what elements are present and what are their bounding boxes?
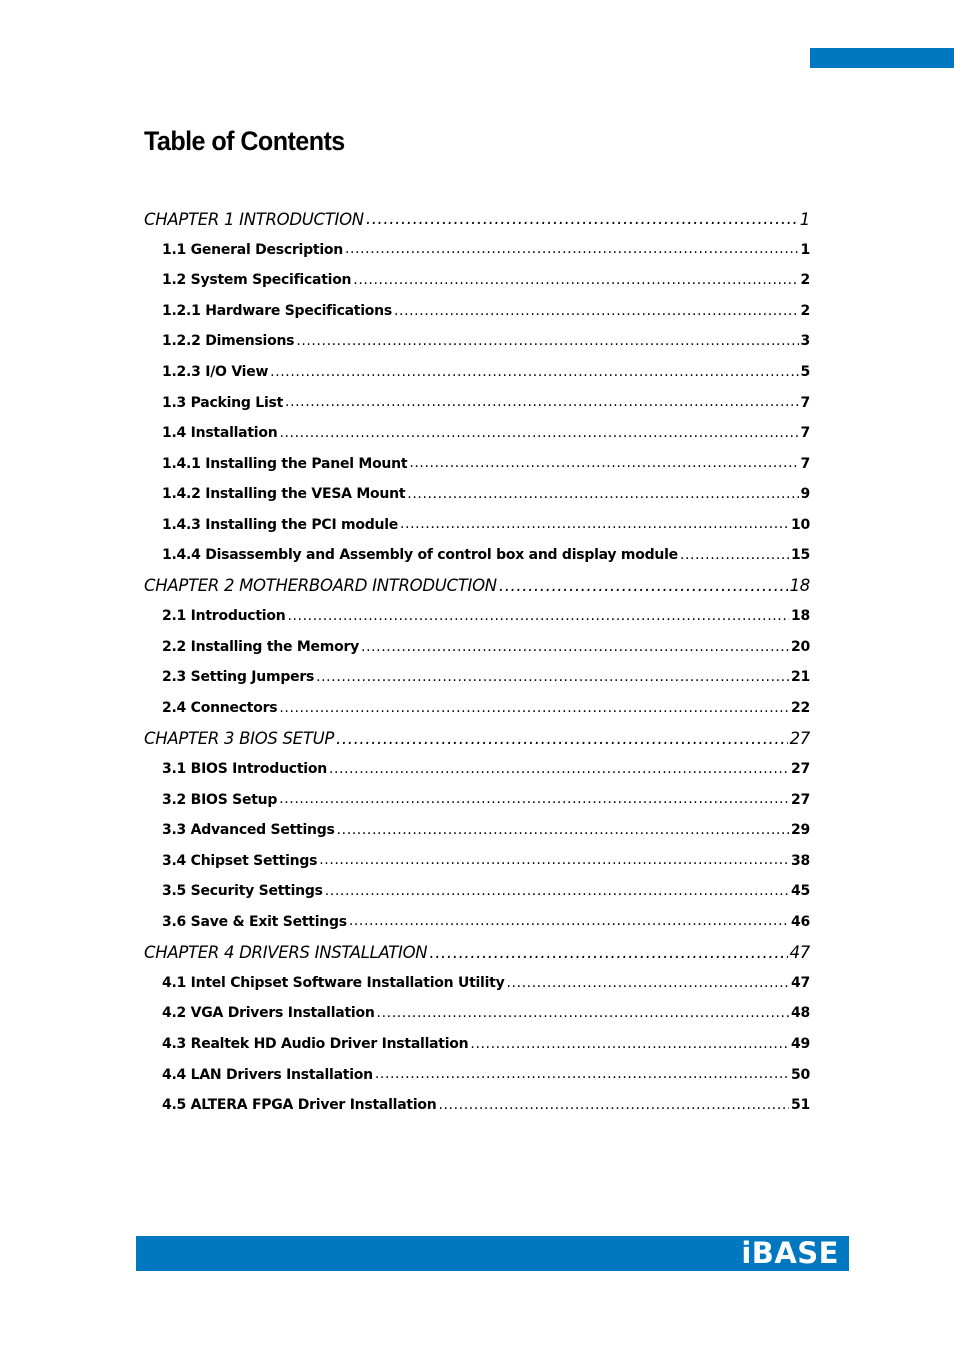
toc-section-entry[interactable] bbox=[144, 1090, 810, 1121]
toc-page-number: 46 bbox=[791, 913, 810, 930]
toc-section-entry[interactable] bbox=[144, 907, 810, 938]
toc-page-number: 1 bbox=[800, 241, 810, 258]
toc-entry-label: 3.1 BIOS Introduction bbox=[162, 761, 327, 778]
corner-accent-bar bbox=[810, 48, 954, 68]
toc-section-entry[interactable] bbox=[144, 265, 810, 296]
toc-page-number: 2 bbox=[800, 302, 810, 319]
toc-page-number: 51 bbox=[791, 1097, 810, 1114]
toc-dot-leader bbox=[366, 209, 798, 229]
toc-page-number: 27 bbox=[791, 761, 810, 778]
toc-section-entry[interactable] bbox=[144, 387, 810, 418]
toc-entry-label: 1.4.3 Installing the PCI module bbox=[162, 516, 399, 533]
toc-entry-label: CHAPTER 2 MOTHERBOARD INTRODUCTION bbox=[144, 576, 497, 596]
toc-dot-leader bbox=[336, 729, 788, 749]
toc-section-entry[interactable] bbox=[144, 296, 810, 327]
toc-page-number: 45 bbox=[791, 883, 810, 900]
toc-page-number: 1 bbox=[799, 209, 810, 229]
toc-dot-leader bbox=[377, 1005, 789, 1022]
toc-entry-label: 3.4 Chipset Settings bbox=[162, 852, 318, 869]
ibase-logo: iBASE bbox=[741, 1236, 839, 1270]
toc-entry-label: 3.3 Advanced Settings bbox=[162, 822, 335, 839]
toc-dot-leader bbox=[285, 394, 798, 411]
toc-chapter-entry[interactable] bbox=[144, 723, 810, 754]
toc-page-number: 21 bbox=[791, 669, 810, 686]
toc-entry-label: 1.2 System Specification bbox=[162, 272, 352, 289]
toc-entry-label: 1.1 General Description bbox=[162, 241, 343, 258]
toc-section-entry[interactable] bbox=[144, 326, 810, 357]
toc-entry-label: 1.2.2 Dimensions bbox=[162, 333, 295, 350]
toc-page-number: 2 bbox=[800, 272, 810, 289]
toc-section-entry[interactable] bbox=[144, 540, 810, 571]
toc-dot-leader bbox=[438, 1097, 789, 1114]
toc-section-entry[interactable] bbox=[144, 784, 810, 815]
toc-entry-label: CHAPTER 4 DRIVERS INSTALLATION bbox=[144, 942, 428, 962]
toc-dot-leader bbox=[409, 455, 798, 472]
toc-entry-label: 2.4 Connectors bbox=[162, 700, 278, 717]
toc-section-entry[interactable] bbox=[144, 448, 810, 479]
toc-entry-label: 4.2 VGA Drivers Installation bbox=[162, 1005, 375, 1022]
toc-page-number: 47 bbox=[789, 942, 810, 962]
toc-dot-leader bbox=[499, 576, 788, 596]
toc-page-number: 50 bbox=[791, 1066, 810, 1083]
toc-entry-label: 1.2.3 I/O View bbox=[162, 364, 269, 380]
toc-dot-leader bbox=[279, 700, 789, 717]
toc-page-number: 47 bbox=[791, 974, 810, 991]
toc-section-entry[interactable] bbox=[144, 418, 810, 449]
toc-dot-leader bbox=[325, 883, 789, 900]
toc-chapter-entry[interactable] bbox=[144, 937, 810, 968]
toc-page-number: 49 bbox=[791, 1036, 810, 1053]
toc-section-entry[interactable] bbox=[144, 235, 810, 266]
toc-page-number: 9 bbox=[800, 486, 810, 503]
toc-chapter-entry[interactable] bbox=[144, 571, 810, 602]
toc-dot-leader bbox=[316, 669, 789, 686]
toc-entry-label: CHAPTER 1 INTRODUCTION bbox=[144, 209, 364, 229]
toc-dot-leader bbox=[353, 272, 798, 289]
toc-section-entry[interactable] bbox=[144, 845, 810, 876]
toc-dot-leader bbox=[279, 425, 798, 442]
toc-dot-leader bbox=[287, 608, 789, 625]
toc-dot-leader bbox=[361, 639, 789, 656]
toc-page-number: 29 bbox=[791, 822, 810, 839]
toc-entry-label: 3.5 Security Settings bbox=[162, 883, 323, 900]
toc-dot-leader bbox=[296, 333, 798, 350]
toc-entry-label: 4.1 Intel Chipset Software Installation Utility bbox=[162, 974, 505, 991]
toc-page-number: 15 bbox=[791, 547, 810, 564]
toc-section-entry[interactable] bbox=[144, 1029, 810, 1060]
toc-dot-leader bbox=[349, 913, 789, 930]
toc-entry-label: 1.4.2 Installing the VESA Mount bbox=[162, 486, 406, 503]
toc-entry-label: 4.4 LAN Drivers Installation bbox=[162, 1066, 373, 1083]
toc-dot-leader bbox=[429, 943, 787, 963]
page-title: Table of Contents bbox=[144, 126, 345, 156]
toc-entry-label: 1.4.4 Disassembly and Assembly of control box and display module bbox=[162, 547, 678, 564]
toc-entry-label: 2.2 Installing the Memory bbox=[162, 638, 360, 655]
toc-page-number: 10 bbox=[791, 516, 810, 533]
toc-dot-leader bbox=[279, 791, 789, 808]
toc-dot-leader bbox=[319, 852, 789, 869]
toc-dot-leader bbox=[337, 822, 789, 839]
toc-page-number: 27 bbox=[791, 791, 810, 808]
toc-section-entry[interactable] bbox=[144, 968, 810, 999]
toc-entry-label: 1.4 Installation bbox=[162, 425, 278, 442]
toc-page-number: 7 bbox=[800, 455, 810, 472]
toc-page-number: 7 bbox=[800, 425, 810, 442]
toc-dot-leader bbox=[407, 486, 798, 503]
table-of-contents bbox=[144, 204, 810, 1120]
toc-dot-leader bbox=[329, 761, 789, 778]
toc-section-entry[interactable] bbox=[144, 479, 810, 510]
toc-dot-leader bbox=[680, 547, 789, 564]
toc-section-entry[interactable] bbox=[144, 601, 810, 632]
toc-entry-label: 4.5 ALTERA FPGA Driver Installation bbox=[162, 1097, 437, 1114]
toc-page-number: 38 bbox=[791, 852, 810, 869]
toc-section-entry[interactable] bbox=[144, 357, 810, 388]
toc-entry-label: 1.2.1 Hardware Specifications bbox=[162, 302, 392, 319]
toc-dot-leader bbox=[270, 364, 798, 381]
toc-page-number: 18 bbox=[789, 576, 810, 596]
toc-page-number: 3 bbox=[800, 333, 810, 350]
toc-page-number: 20 bbox=[791, 638, 810, 655]
toc-page-number: 22 bbox=[791, 700, 810, 717]
toc-section-entry[interactable] bbox=[144, 509, 810, 540]
toc-section-entry[interactable] bbox=[144, 754, 810, 785]
footer-bar bbox=[136, 1236, 849, 1271]
toc-entry-label: 1.3 Packing List bbox=[162, 394, 284, 411]
toc-dot-leader bbox=[506, 975, 789, 992]
toc-section-entry[interactable] bbox=[144, 662, 810, 693]
toc-dot-leader bbox=[375, 1066, 789, 1083]
toc-entry-label: 3.2 BIOS Setup bbox=[162, 791, 278, 808]
toc-dot-leader bbox=[345, 241, 799, 258]
toc-entry-label: 2.3 Setting Jumpers bbox=[162, 669, 315, 686]
toc-page-number: 48 bbox=[791, 1005, 810, 1022]
toc-page-number: 27 bbox=[789, 729, 810, 749]
toc-dot-leader bbox=[470, 1036, 789, 1053]
toc-chapter-entry[interactable] bbox=[144, 204, 810, 235]
toc-page-number: 5 bbox=[800, 364, 810, 380]
toc-section-entry[interactable] bbox=[144, 632, 810, 663]
toc-entry-label: 4.3 Realtek HD Audio Driver Installation bbox=[162, 1036, 469, 1053]
toc-dot-leader bbox=[400, 516, 789, 533]
toc-section-entry[interactable] bbox=[144, 815, 810, 846]
toc-section-entry[interactable] bbox=[144, 1059, 810, 1090]
toc-dot-leader bbox=[394, 303, 799, 320]
toc-page-number: 18 bbox=[791, 608, 810, 625]
toc-entry-label: 1.4.1 Installing the Panel Mount bbox=[162, 455, 408, 472]
toc-entry-label: CHAPTER 3 BIOS SETUP bbox=[144, 729, 335, 749]
toc-section-entry[interactable] bbox=[144, 998, 810, 1029]
toc-page-number: 7 bbox=[800, 394, 810, 411]
toc-section-entry[interactable] bbox=[144, 693, 810, 724]
toc-entry-label: 2.1 Introduction bbox=[162, 608, 286, 625]
toc-section-entry[interactable] bbox=[144, 876, 810, 907]
toc-entry-label: 3.6 Save & Exit Settings bbox=[162, 913, 347, 930]
